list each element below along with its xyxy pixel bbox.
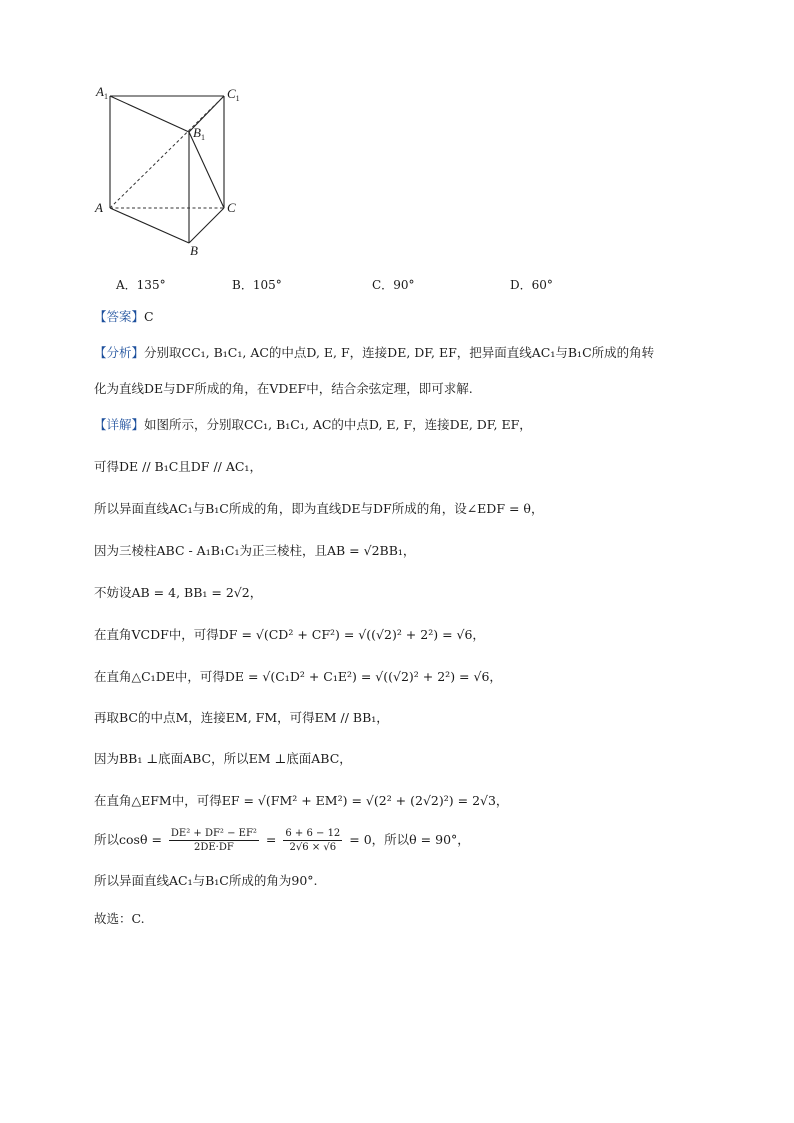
vertex-label-a: A (95, 200, 103, 215)
detail-line-7: 在直角△C₁DE中，可得DE = √(C₁D² + C₁E²) = √((√2)² + 2²) = √6， (94, 669, 502, 684)
detail-line-5: 不妨设AB = 4, BB₁ = 2√2， (94, 585, 263, 600)
prism-diagram (92, 82, 252, 262)
cos-fraction: $\frac{\text{DE² + DF² − EF²}}{2DE\cdot DF}$ (170, 828, 257, 853)
choice-d: D．60° (510, 278, 553, 292)
vertex-label-b1: $B_1$ (193, 125, 205, 142)
detail-line-13: 故选：C. (94, 911, 145, 926)
segment-b1-c (189, 132, 224, 208)
numeric-fraction: $\frac{6 + 6 - 12}{2√6 \times √6}$ (285, 828, 341, 853)
detail-line-3: 所以异面直线AC₁与B₁C所成的角，即为直线DE与DF所成的角，设∠EDF = θ， (94, 501, 544, 516)
choice-b: B．105° (232, 278, 282, 292)
analysis-line-2: 化为直线DE与DF所成的角，在VDEF中，结合余弦定理，即可求解. (94, 381, 473, 396)
edge-a1-b1 (110, 96, 189, 132)
analysis-tag: 【分析】 (94, 345, 145, 360)
prism-figure (92, 82, 252, 262)
detail-line-4: 因为三棱柱ABC - A₁B₁C₁为正三棱柱，且AB = √2BB₁， (94, 543, 416, 558)
answer-line (94, 308, 154, 326)
answer-tag: 【答案】 (94, 309, 145, 324)
detail-line-9: 因为BB₁ ⊥底面ABC，所以EM ⊥底面ABC， (94, 751, 352, 766)
edge-b-c (189, 208, 224, 243)
choice-c: C．90° (372, 278, 415, 292)
vertex-label-c1: $C_1$ (227, 86, 240, 103)
detail-line-1: 【详解】如图所示，分别取CC₁, B₁C₁, AC的中点D, E, F，连接DE, DF, EF， (94, 417, 532, 432)
detail-tag: 【详解】 (94, 417, 145, 432)
detail-line-2: 可得DE // B₁C且DF // AC₁， (94, 459, 262, 474)
detail-line-11: 所以cosθ = $\frac{\text{DE² + DF² − EF²}}{2DE\cdot DF}$ = $\frac{6 + 6 - 12}{2√6 \times √6}$ = 0，所以θ = 90°， (94, 828, 470, 853)
answer-text: C (144, 309, 154, 324)
detail-line-10: 在直角△EFM中，可得EF = √(FM² + EM²) = √(2² + (2√2)²) = 2√3， (94, 793, 509, 808)
detail-line-6: 在直角VCDF中，可得DF = √(CD² + CF²) = √((√2)² + 2²) = √6， (94, 627, 485, 642)
analysis-line-1: 【分析】分别取CC₁, B₁C₁, AC的中点D, E, F，连接DE, DF, EF，把异面直线AC₁与B₁C所成的角转 (94, 345, 655, 360)
vertex-label-c: C (227, 200, 236, 215)
choice-a: A．135° (116, 278, 166, 292)
detail-line-12: 所以异面直线AC₁与B₁C所成的角为90°. (94, 873, 318, 888)
answer-choices (116, 276, 716, 294)
edge-a-b (110, 208, 189, 243)
detail-line-8: 再取BC的中点M，连接EM, FM，可得EM // BB₁， (94, 710, 389, 725)
vertex-label-a1: $A_1$ (96, 84, 108, 101)
vertex-label-b: B (190, 243, 198, 258)
